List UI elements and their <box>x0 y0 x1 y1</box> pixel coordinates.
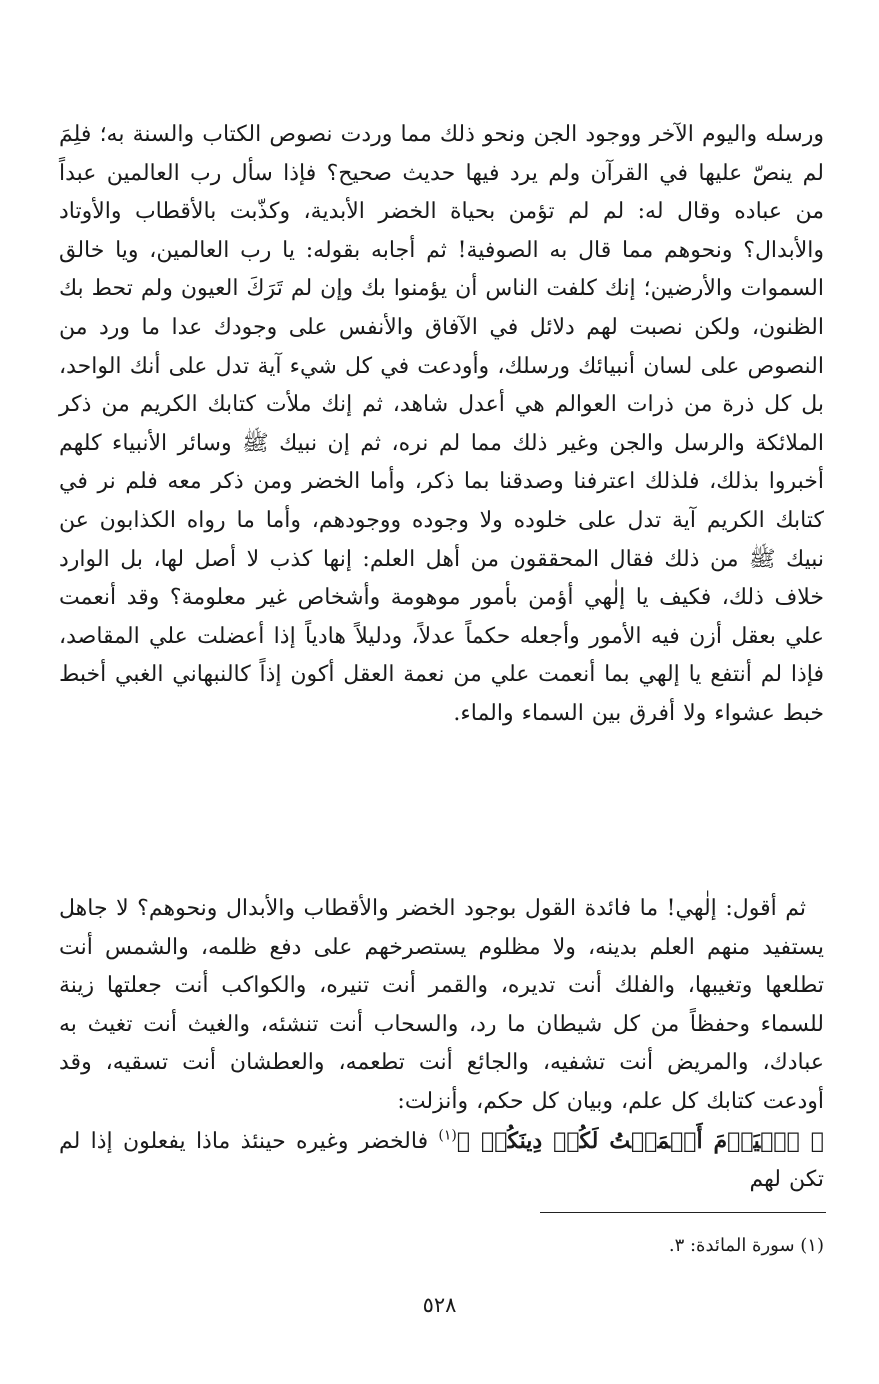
paragraph-2 <box>59 890 824 1200</box>
footnote-marker: (١) <box>438 1127 457 1144</box>
quran-verse: ﴿ ٱلۡيَوۡمَ أَكۡمَلۡتُ لَكُمۡ دِينَكُمۡ ﴾ <box>456 1127 824 1154</box>
footnote: (١) سورة المائدة: ٣. <box>668 1235 824 1256</box>
paragraph-2-text: ثم أقول: إلٰهي! ما فائدة القول بوجود الخضر والأقطاب والأبدال ونحوهم؟ لا جاهل يستفيد منهم العلم بدينه، ولا مظلوم يستصرخهم على دفع ظلمه، والشمس أنت تطلعها وتغيبها، والفلك أنت تديره، والقمر أنت تنيره، والكواكب أنت جعلتها زينة للسماء وحفظاً من كل شيطان ما رد، والسحاب أنت تنشئه، والغيث أنت تغيث به عبادك، والمريض أنت تشفيه، والجائع أنت تطعمه، والعطشان أنت تسقيه، وقد أودعت كتابك كل علم، وبيان كل حكم، وأنزلت: <box>59 896 824 1114</box>
paragraph-2-end: فالخضر وغيره حينئذ ماذا يفعلون إذا لم تكن لهم <box>59 1128 824 1193</box>
footnote-separator <box>540 1212 826 1213</box>
paragraph-1: ورسله واليوم الآخر ووجود الجن ونحو ذلك مما وردت نصوص الكتاب والسنة به؛ فلِمَ لم ينصّ عليها في القرآن ولم يرد فيها حديث صحيح؟ فإذا سأل رب العالمين عبداً من عباده وقال له: لم لم تؤمن بحياة الخضر الأبدية، وكذّبت بالأقطاب والأوتاد والأبدال؟ ونحوهم مما قال به الصوفية! ثم أجابه بقوله: يا رب العالمين، ويا خالق السموات والأرضين؛ إنك كلفت الناس أن يؤمنوا بك وإن لم تَرَكَ العيون ولم تحط بك الظنون، ولكن نصبت لهم دلائل في الآفاق والأنفس على وجودك عدا ما ورد من النصوص على لسان أنبيائك ورسلك، وأودعت في كل شيء آية تدل على أنك الواحد، بل كل ذرة من ذرات العوالم هي أعدل شاهد، ثم إنك ملأت كتابك الكريم من ذكر الملائكة والرسل والجن وغير ذلك مما لم نره، ثم إن نبيك ﷺ وسائر الأنبياء كلهم أخبروا بذلك، فلذلك اعترفنا وصدقنا بما ذكر، وأما الخضر ومن ذكر معه فلم نر في كتابك الكريم آية تدل على خلوده ولا وجوده ووجودهم، وأما ما رواه الكذابون عن نبيك ﷺ من ذلك فقال المحققون من أهل العلم: إنها كذب لا أصل لها، بل الوارد خلاف ذلك، فكيف يا إلٰهي أؤمن بأمور موهومة وأشخاص غير معلومة؟ وقد أنعمت علي بعقل أزن فيه الأمور وأجعله حكماً عدلاً، ودليلاً هادياً إذا أعضلت علي المقاصد، فإذا لم أنتفع يا إلهي بما أنعمت علي من نعمة العقل أكون إذاً كالنبهاني الغبي أخبط خبط عشواء ولا أفرق بين السماء والماء. <box>59 122 824 726</box>
page-number: ٥٢٨ <box>422 1293 457 1317</box>
